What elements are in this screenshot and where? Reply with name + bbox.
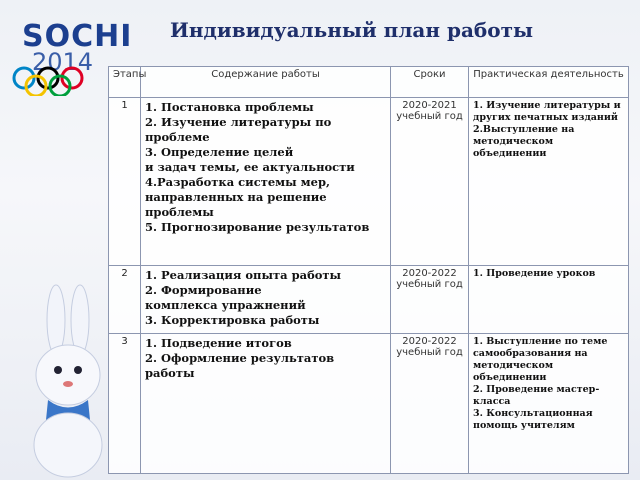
- content-line: 1. Реализация опыта работы: [145, 268, 342, 282]
- practice-line: 3. Консультационная помощь учителям: [473, 408, 593, 431]
- practice-line: 1. Изучение литературы и других печатных изданий: [473, 100, 621, 123]
- logo-year: 2014: [32, 48, 94, 76]
- table-row: [109, 334, 629, 474]
- stage-number: 1: [109, 98, 141, 266]
- content-line: 4.Разработка системы мер, направленных на решение проблемы: [145, 175, 331, 219]
- header-practice: Практическая деятельность: [469, 67, 629, 98]
- practice-line: 1. Проведение уроков: [473, 268, 596, 279]
- hare-mascot-icon: [18, 280, 118, 480]
- content-line: и задач темы, ее актуальности: [145, 160, 355, 174]
- content-cell: [141, 98, 391, 266]
- content-cell: [141, 266, 391, 334]
- dates-cell: 2020-2022 учебный год: [391, 334, 469, 474]
- content-line: 1. Подведение итогов: [145, 336, 292, 350]
- practice-cell: [469, 98, 629, 266]
- content-line: 3. Корректировка работы: [145, 313, 320, 327]
- content-line: 5. Прогнозирование результатов: [145, 220, 370, 234]
- logo-text: SOCHI: [22, 19, 133, 54]
- olympic-rings-icon: [10, 66, 94, 96]
- content-line: 2. Оформление результатов работы: [145, 351, 335, 380]
- content-line: 2. Формирование: [145, 283, 262, 297]
- practice-cell: [469, 334, 629, 474]
- practice-cell: [469, 266, 629, 334]
- header-dates: Сроки: [391, 67, 469, 98]
- content-line: комплекса упражнений: [145, 298, 306, 312]
- page-title: Индивидуальный план работы: [170, 18, 534, 42]
- stage-number: 2: [109, 266, 141, 334]
- stage-number: 3: [109, 334, 141, 474]
- practice-line: 2. Проведение мастер- класса: [473, 384, 600, 407]
- practice-line: 2.Выступление на методическом объединении: [473, 124, 575, 159]
- content-line: 1. Постановка проблемы: [145, 100, 314, 114]
- table-header-row: [109, 67, 629, 98]
- work-plan-table: [108, 66, 629, 474]
- header-stage: Этапы: [109, 67, 141, 98]
- content-cell: [141, 334, 391, 474]
- content-line: 3. Определение целей: [145, 145, 294, 159]
- table-row: [109, 266, 629, 334]
- dates-cell: 2020-2022 учебный год: [391, 266, 469, 334]
- practice-line: 1. Выступление по теме самообразования на методическом объединении: [473, 336, 608, 383]
- dates-cell: 2020-2021 учебный год: [391, 98, 469, 266]
- header-content: Содержание работы: [141, 67, 391, 98]
- content-line: 2. Изучение литературы по проблеме: [145, 115, 332, 144]
- table-row: [109, 98, 629, 266]
